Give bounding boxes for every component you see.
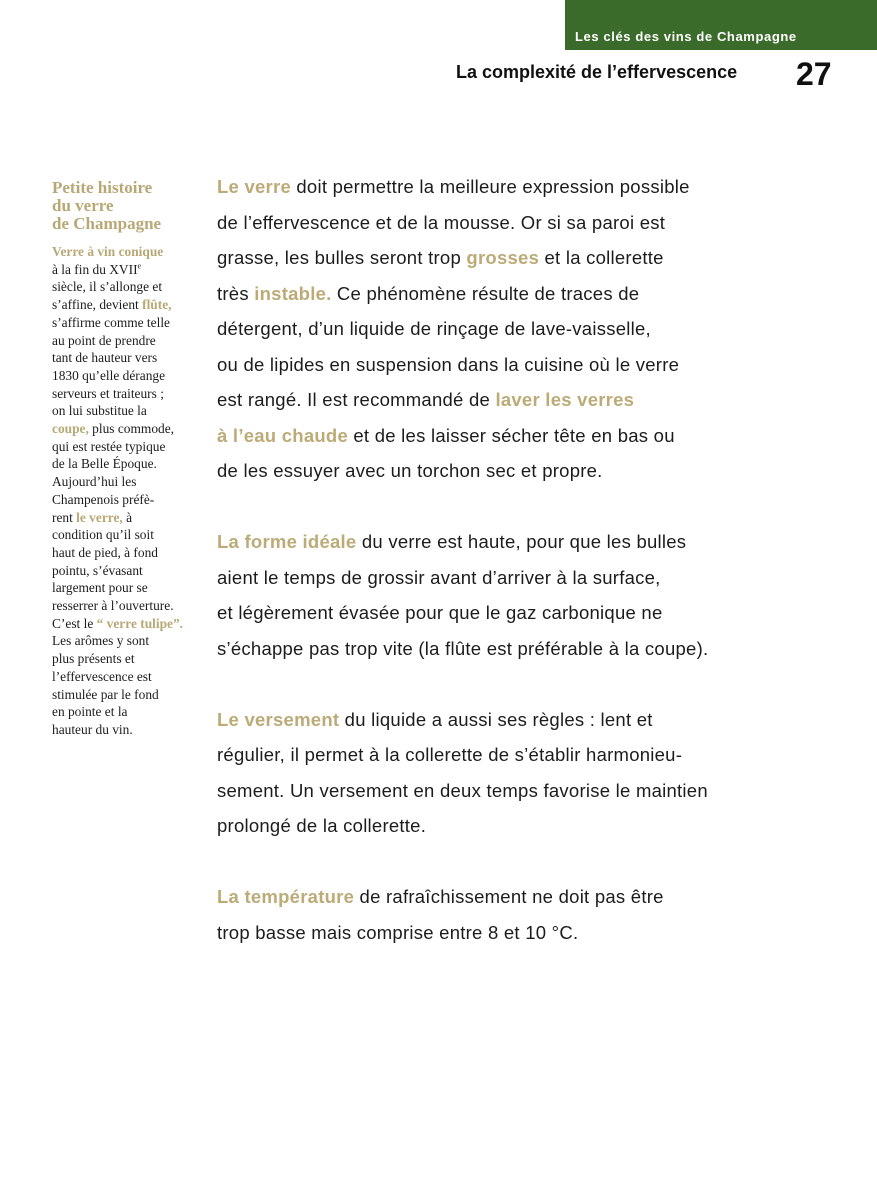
body-text: s’échappe pas trop vite (la flûte est préférable à la coupe). <box>217 637 709 659</box>
body-text: de rafraîchissement ne doit pas être <box>354 886 664 907</box>
sidebar-text: serveurs et traiteurs ; <box>52 385 164 401</box>
keyword: à l’eau chaude <box>217 424 348 446</box>
sidebar-text: condition qu’il soit <box>52 527 154 543</box>
body-text: grasse, les bulles seront trop <box>217 247 467 268</box>
sidebar-text: resserrer à l’ouverture. <box>52 598 174 614</box>
sidebar-text: stimulée par le fond <box>52 686 159 702</box>
chapter-title: La complexité de l’effervescence <box>456 62 738 82</box>
sidebar-text: Les arômes y sont <box>52 633 150 649</box>
sidebar-text: plus présents et <box>52 651 135 667</box>
body-text: et de les laisser sécher tête en bas ou <box>348 424 675 446</box>
paragraph-le-verre <box>217 169 777 489</box>
body-text: du liquide a aussi ses règles : lent et <box>339 708 653 730</box>
sidebar-title <box>52 179 197 233</box>
sidebar-title-line: de Champagne <box>52 214 162 233</box>
main-text <box>217 169 777 986</box>
sidebar-text: à <box>122 509 133 525</box>
body-text: trop basse mais comprise entre 8 et 10 °C. <box>217 921 579 943</box>
section-title: Les clés des vins de Champagne <box>575 29 797 44</box>
sidebar-text: C’est le <box>52 615 97 631</box>
sidebar-note <box>52 179 197 739</box>
keyword: Le verre <box>217 176 291 197</box>
body-text: de l’effervescence et de la mousse. Or si sa paroi est <box>217 211 666 233</box>
sidebar-highlight: flûte, <box>142 297 172 313</box>
paragraph-forme-ideale <box>217 524 777 666</box>
body-text: du verre est haute, pour que les bulles <box>356 531 687 552</box>
paragraph-versement <box>217 702 777 844</box>
sidebar-text: au point de prendre <box>52 332 156 348</box>
body-text: Ce phénomène résulte de traces de <box>331 282 640 304</box>
body-text: est rangé. Il est recommandé de <box>217 389 496 410</box>
sidebar-text: hauteur du vin. <box>52 721 133 737</box>
body-text: ou de lipides en suspension dans la cuisine où le verre <box>217 353 680 375</box>
sidebar-text: haut de pied, à fond <box>52 544 158 560</box>
sidebar-text: on lui substitue la <box>52 403 147 419</box>
sidebar-text: s’affirme comme telle <box>52 314 170 330</box>
keyword: grosses <box>466 247 540 268</box>
sidebar-text: qui est restée typique <box>52 438 166 454</box>
sidebar-text: l’effervescence est <box>52 668 152 684</box>
sidebar-text: de la Belle Époque. <box>52 456 157 472</box>
sidebar-text: Champenois préfè- <box>52 491 155 507</box>
sidebar-text: pointu, s’évasant <box>52 562 143 578</box>
section-header-band <box>565 0 877 50</box>
sidebar-text: siècle, il s’allonge et <box>52 279 163 295</box>
sidebar-body <box>52 243 197 739</box>
sidebar-superscript: e <box>137 261 142 271</box>
page-number: 27 <box>796 56 832 92</box>
sidebar-text: largement pour se <box>52 580 148 596</box>
sidebar-text: rent <box>52 509 77 525</box>
body-text: et la collerette <box>539 247 664 268</box>
keyword: Le versement <box>217 708 340 730</box>
sidebar-highlight: “ verre tulipe”. <box>96 615 184 631</box>
keyword: instable. <box>254 282 332 304</box>
sidebar-highlight: le verre, <box>76 509 123 525</box>
sidebar-title-line: Petite histoire <box>52 178 153 197</box>
sidebar-text: à la fin du XVII <box>52 261 138 277</box>
keyword: La température <box>217 886 355 907</box>
sidebar-text: s’affine, devient <box>52 297 143 313</box>
body-text: et légèrement évasée pour que le gaz carbonique ne <box>217 602 663 623</box>
body-text: très <box>217 282 255 304</box>
sidebar-text: en pointe et la <box>52 704 128 720</box>
sidebar-text: 1830 qu’elle dérange <box>52 367 166 383</box>
body-text: aient le temps de grossir avant d’arriver à la surface, <box>217 566 661 588</box>
paragraph-temperature <box>217 879 777 950</box>
sidebar-text: plus commode, <box>88 421 174 437</box>
sidebar-text: tant de hauteur vers <box>52 350 158 366</box>
body-text: prolongé de la collerette. <box>217 815 427 836</box>
keyword: La forme idéale <box>217 531 357 552</box>
body-text: sement. Un versement en deux temps favorise le maintien <box>217 779 708 801</box>
sidebar-text: Aujourd’hui les <box>52 474 137 490</box>
body-text: de les essuyer avec un torchon sec et propre. <box>217 460 603 481</box>
body-text: détergent, d’un liquide de rinçage de lave-vaisselle, <box>217 318 651 339</box>
sidebar-highlight: coupe, <box>52 421 89 437</box>
keyword: laver les verres <box>495 389 635 410</box>
body-text: doit permettre la meilleure expression possible <box>291 176 690 197</box>
body-text: régulier, il permet à la collerette de s’établir harmonieu- <box>217 744 683 765</box>
sidebar-text: Verre à vin conique <box>52 244 164 259</box>
sidebar-title-line: du verre <box>52 196 114 215</box>
